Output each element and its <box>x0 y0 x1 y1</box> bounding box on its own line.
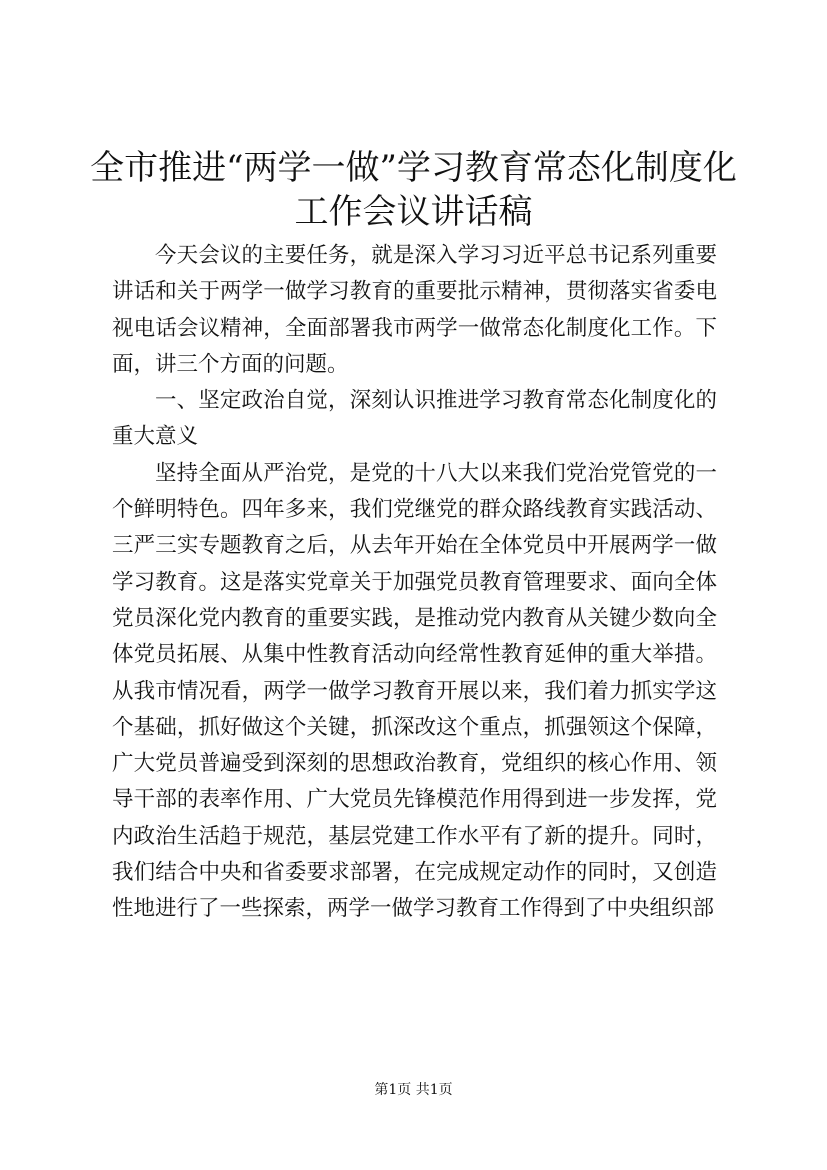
paragraph-intro: 今天会议的主要任务，就是深入学习习近平总书记系列重要讲话和关于两学一做学习教育的重要批示精神，贯彻落实省委电视电话会议精神，全面部署我市两学一做常态化制度化工作。下面，讲三个方面的问题。 <box>112 243 717 377</box>
document-body <box>112 238 717 928</box>
document-title-line-1: 全市推进“两学一做”学习教育常态化制度化 <box>90 148 737 188</box>
page-footer: 第1页 共1页 <box>374 1082 453 1098</box>
document-title-line-2: 工作会议讲话稿 <box>294 192 533 232</box>
section-heading-1: 一、坚定政治自觉，深刻认识推进学习教育常态化制度化的重大意义 <box>112 388 717 450</box>
paragraph-body: 坚持全面从严治党，是党的十八大以来我们党治党管党的一个鲜明特色。四年多来，我们党继党的群众路线教育实践活动、三严三实专题教育之后，从去年开始在全体党员中开展两学一做学习教育。这是落实党章关于加强党员教育管理要求、面向全体党员深化党内教育的重要实践，是推动党内教育从关键少数向全体党员拓展、从集中性教育活动向经常性教育延伸的重大举措。从我市情况看，两学一做学习教育开展以来，我们着力抓实学这个基础，抓好做这个关键，抓深改这个重点，抓强领这个保障，广大党员普遍受到深刻的思想政治教育，党组织的核心作用、领导干部的表率作用、广大党员先锋模范作用得到进一步发挥，党内政治生活趋于规范，基层党建工作水平有了新的提升。同时，我们结合中央和省委要求部署，在完成规定动作的同时，又创造性地进行了一些探索，两学一做学习教育工作得到了中央组织部 <box>112 460 717 922</box>
